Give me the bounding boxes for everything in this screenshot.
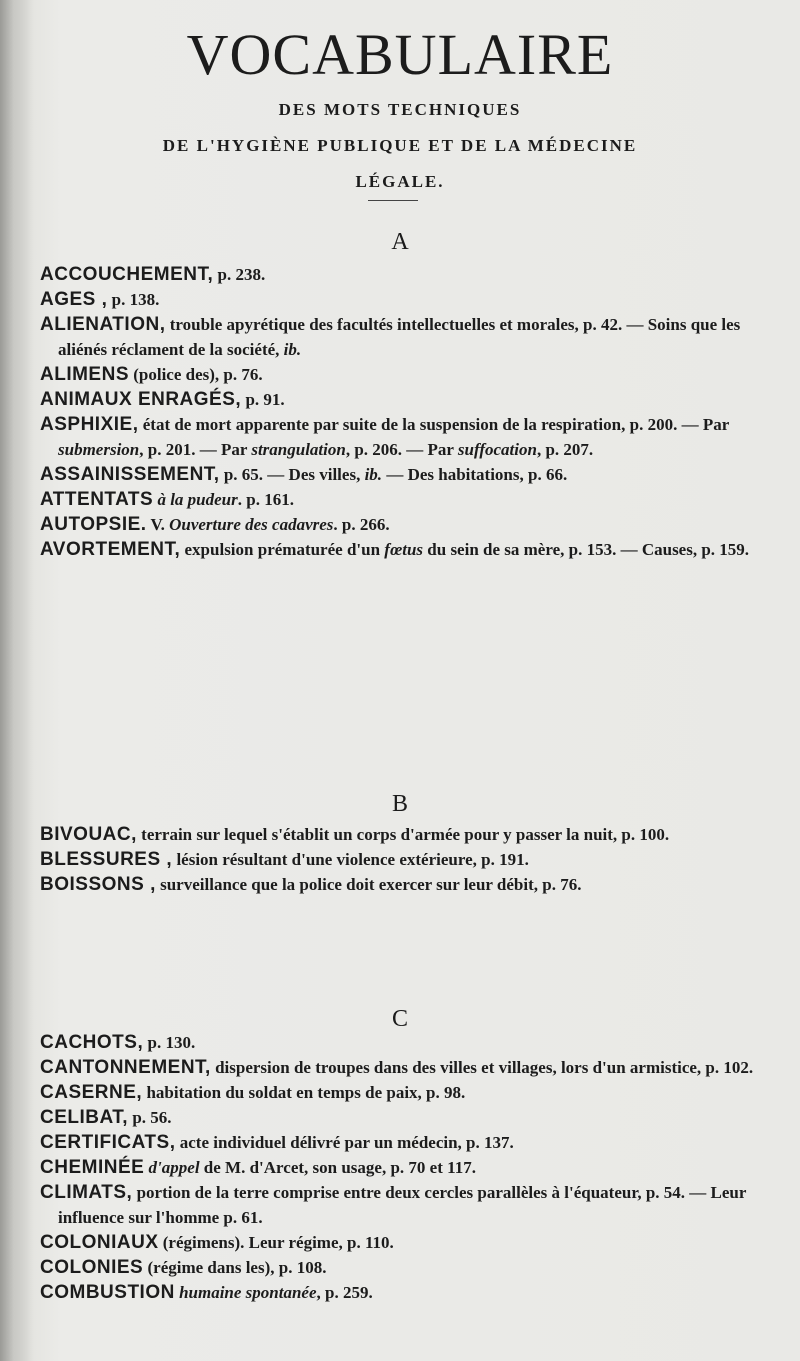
glossary-entry xyxy=(40,287,775,312)
entry-definition: . p. 161. xyxy=(237,490,294,509)
entry-term: CASERNE, xyxy=(40,1082,143,1103)
entry-definition: du sein de sa mère, p. 153. — Causes, p. 159. xyxy=(423,540,750,559)
glossary-entry xyxy=(40,1105,775,1130)
entry-definition: de M. d'Arcet, son usage, p. 70 et 117. xyxy=(199,1158,476,1177)
glossary-entry xyxy=(40,1055,775,1080)
section-a-entries xyxy=(40,262,775,562)
subtitle-line-3: LÉGALE. xyxy=(355,172,445,191)
entry-term: ATTENTATS xyxy=(40,489,154,510)
entry-term: CHEMINÉE xyxy=(40,1157,145,1178)
entry-italic-text: ib. xyxy=(364,465,383,484)
section-c-entries xyxy=(40,1030,775,1305)
entry-definition: habitation du soldat en temps de paix, p. 98. xyxy=(142,1083,466,1102)
entry-definition: , p. 206. — Par xyxy=(345,440,458,459)
glossary-entry xyxy=(40,847,775,872)
glossary-entry xyxy=(40,412,775,462)
entry-definition: portion de la terre comprise entre deux cercles parallèles à l'équateur, p. 54. — Leur influence sur l'homme p. 61. xyxy=(58,1183,747,1227)
glossary-entry xyxy=(40,1280,775,1305)
entry-definition: — Des habitations, p. 66. xyxy=(382,465,568,484)
entry-term: CELIBAT, xyxy=(40,1107,129,1128)
entry-term: COMBUSTION xyxy=(40,1282,175,1303)
glossary-entry xyxy=(40,1155,775,1180)
entry-term: AVORTEMENT, xyxy=(40,539,181,560)
entry-italic-text: Ouverture des cadavres xyxy=(169,515,334,534)
entry-definition: (police des), p. 76. xyxy=(129,365,263,384)
glossary-entry xyxy=(40,487,775,512)
subtitle-line-2: DE L'HYGIÈNE PUBLIQUE ET DE LA MÉDECINE xyxy=(162,136,638,155)
entry-term: ASPHIXIE, xyxy=(40,414,139,435)
entry-definition: , p. 201. — Par xyxy=(139,440,252,459)
section-letter-a: A xyxy=(391,229,409,255)
entry-term: BLESSURES , xyxy=(40,849,173,870)
entry-definition: , p. 207. xyxy=(536,440,594,459)
entry-term: ANIMAUX ENRAGÉS, xyxy=(40,389,242,410)
entry-italic-text: fœtus xyxy=(384,540,424,559)
entry-term: CERTIFICATS, xyxy=(40,1132,176,1153)
entry-definition: p. 130. xyxy=(143,1033,196,1052)
glossary-entry xyxy=(40,362,775,387)
entry-definition: expulsion prématurée d'un xyxy=(180,540,385,559)
entry-term: BOISSONS , xyxy=(40,874,156,895)
entry-definition: p. 56. xyxy=(128,1108,172,1127)
glossary-entry xyxy=(40,387,775,412)
entry-term: ALIENATION, xyxy=(40,314,166,335)
entry-term: CANTONNEMENT, xyxy=(40,1057,211,1078)
entry-definition: p. 238. xyxy=(213,265,266,284)
entry-definition: état de mort apparente par suite de la suspension de la respiration, p. 200. — Par xyxy=(138,415,729,434)
glossary-entry xyxy=(40,512,775,537)
entry-definition: dispersion de troupes dans des villes et villages, lors d'un armistice, p. 102. xyxy=(210,1058,754,1077)
entry-definition: (régime dans les), p. 108. xyxy=(143,1258,327,1277)
entry-definition: acte individuel délivré par un médecin, p. 137. xyxy=(175,1133,514,1152)
glossary-entry xyxy=(40,312,775,362)
glossary-entry xyxy=(40,1080,775,1105)
entry-definition: p. 138. xyxy=(107,290,160,309)
title-divider xyxy=(368,200,418,201)
book-spine-shadow xyxy=(0,0,34,1361)
glossary-entry xyxy=(40,462,775,487)
page-title: VOCABULAIRE xyxy=(186,22,614,87)
glossary-entry xyxy=(40,537,775,562)
entry-term: COLONIAUX xyxy=(40,1232,159,1253)
entry-term: AGES , xyxy=(40,289,108,310)
entry-definition: trouble apyrétique des facultés intellectuelles et morales, p. 42. — Soins que les aliénés réclament de la société, xyxy=(58,315,741,359)
glossary-entry xyxy=(40,1030,775,1055)
glossary-entry xyxy=(40,1230,775,1255)
entry-definition: p. 91. xyxy=(241,390,285,409)
glossary-entry xyxy=(40,1130,775,1155)
entry-italic-text: suffocation xyxy=(457,440,537,459)
subtitle-line-1: DES MOTS TECHNIQUES xyxy=(278,100,522,119)
entry-definition: , p. 259. xyxy=(316,1283,373,1302)
entry-definition: surveillance que la police doit exercer sur leur débit, p. 76. xyxy=(155,875,582,894)
entry-italic-text: d'appel xyxy=(148,1158,200,1177)
entry-term: CLIMATS, xyxy=(40,1182,133,1203)
entry-italic-text: strangulation xyxy=(251,440,346,459)
entry-italic-text: à la pudeur xyxy=(157,490,238,509)
entry-term: AUTOPSIE. xyxy=(40,514,147,535)
section-letter-b: B xyxy=(391,791,408,817)
entry-italic-text: submersion xyxy=(58,440,140,459)
entry-term: ASSAINISSEMENT, xyxy=(40,464,220,485)
entry-definition: p. 65. — Des villes, xyxy=(219,465,365,484)
glossary-entry xyxy=(40,1255,775,1280)
entry-italic-text: humaine spontanée xyxy=(179,1283,317,1302)
glossary-entry xyxy=(40,262,775,287)
entry-term: COLONIES xyxy=(40,1257,144,1278)
glossary-entry xyxy=(40,822,775,847)
entry-definition: V. xyxy=(146,515,170,534)
section-letter-c: C xyxy=(391,1006,408,1032)
glossary-entry xyxy=(40,1180,775,1230)
entry-definition: . p. 266. xyxy=(333,515,390,534)
entry-definition: terrain sur lequel s'établit un corps d'armée pour y passer la nuit, p. 100. xyxy=(136,825,670,844)
entry-definition: (régimens). Leur régime, p. 110. xyxy=(158,1233,394,1252)
entry-term: CACHOTS, xyxy=(40,1032,144,1053)
entry-term: ALIMENS xyxy=(40,364,129,385)
entry-term: BIVOUAC, xyxy=(40,824,137,845)
entry-definition: lésion résultant d'une violence extérieure, p. 191. xyxy=(172,850,529,869)
entry-term: ACCOUCHEMENT, xyxy=(40,264,214,285)
entry-italic-text: ib. xyxy=(283,340,302,359)
section-b-entries xyxy=(40,822,775,897)
glossary-entry xyxy=(40,872,775,897)
